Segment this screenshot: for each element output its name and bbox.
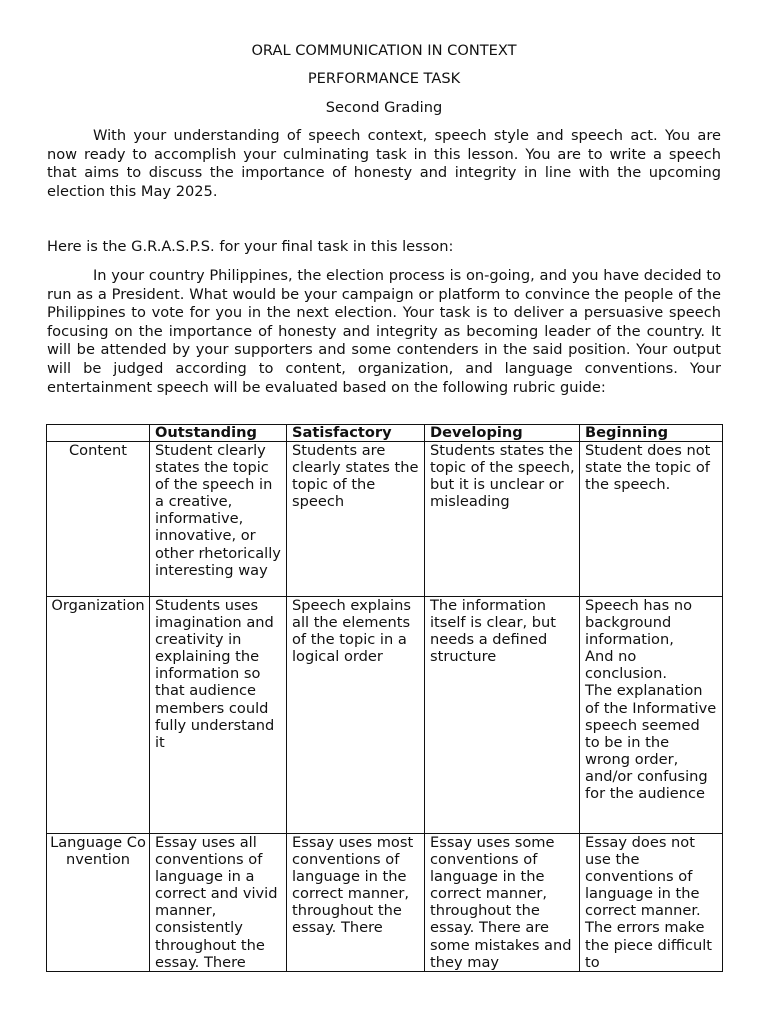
criterion-language: Language Convention xyxy=(47,834,150,972)
language-outstanding: Essay uses all conventions of language in a correct and vivid manner, consistently throughout the essay. There xyxy=(150,834,287,972)
organization-beginning-line: Speech has no background information, xyxy=(585,597,693,649)
document-subtitle: PERFORMANCE TASK xyxy=(307,70,461,87)
rubric-header-blank xyxy=(47,425,150,442)
document-title: ORAL COMMUNICATION IN CONTEXT xyxy=(251,42,517,59)
rubric-header-beginning: Beginning xyxy=(580,425,723,442)
language-beginning: Essay does not use the conventions of language in the correct manner. The errors make the piece difficult to xyxy=(580,834,723,972)
organization-satisfactory: Speech explains all the elements of the topic in a logical order xyxy=(287,597,425,834)
rubric-row-content xyxy=(47,442,723,597)
rubric-header-row xyxy=(47,425,723,442)
rubric-header-satisfactory: Satisfactory xyxy=(287,425,425,442)
rubric-table xyxy=(46,424,723,972)
organization-developing: The information itself is clear, but needs a defined structure xyxy=(425,597,580,834)
grasps-intro: Here is the G.R.A.S.P.S. for your final task in this lesson: xyxy=(47,238,454,255)
language-satisfactory: Essay uses most conventions of language in the correct manner, throughout the essay. There xyxy=(287,834,425,972)
scenario-paragraph: In your country Philippines, the election process is on-going, and you have decided to run as a President. What would be your campaign or platform to convince the people of the Philippines to vote for you in the next election. Your task is to deliver a persuasive speech focusing on the importance of honesty and integrity as becoming leader of the country. It will be attended by your supporters and some contenders in the said position. Your output will be judged according to content, organization, and language conventions. Your entertainment speech will be evaluated based on the following rubric guide: xyxy=(47,267,721,396)
organization-beginning-line: The explanation of the Informative speech seemed to be in the wrong order, and/or confusing for the audience xyxy=(585,682,717,803)
criterion-organization: Organization xyxy=(47,597,150,834)
rubric-row-organization xyxy=(47,597,723,834)
language-developing: Essay uses some conventions of language in the correct manner, throughout the essay. There are some mistakes and they may xyxy=(425,834,580,972)
criterion-content: Content xyxy=(47,442,150,597)
organization-beginning xyxy=(580,597,723,834)
rubric-header-outstanding: Outstanding xyxy=(150,425,287,442)
content-developing: Students states the topic of the speech, but it is unclear or misleading xyxy=(425,442,580,597)
rubric-row-language xyxy=(47,834,723,972)
content-satisfactory: Students are clearly states the topic of the speech xyxy=(287,442,425,597)
content-outstanding: Student clearly states the topic of the speech in a creative, informative, innovative, or other rhetorically interesting way xyxy=(150,442,287,597)
grading-period: Second Grading xyxy=(325,99,443,116)
rubric-header-developing: Developing xyxy=(425,425,580,442)
organization-outstanding: Students uses imagination and creativity in explaining the information so that audience members could fully understand it xyxy=(150,597,287,834)
intro-paragraph: With your understanding of speech context, speech style and speech act. You are now ready to accomplish your culminating task in this lesson. You are to write a speech that aims to discuss the importance of honesty and integrity in line with the upcoming election this May 2025. xyxy=(47,127,721,200)
organization-beginning-line: And no conclusion. xyxy=(585,648,668,683)
content-beginning: Student does not state the topic of the speech. xyxy=(580,442,723,597)
